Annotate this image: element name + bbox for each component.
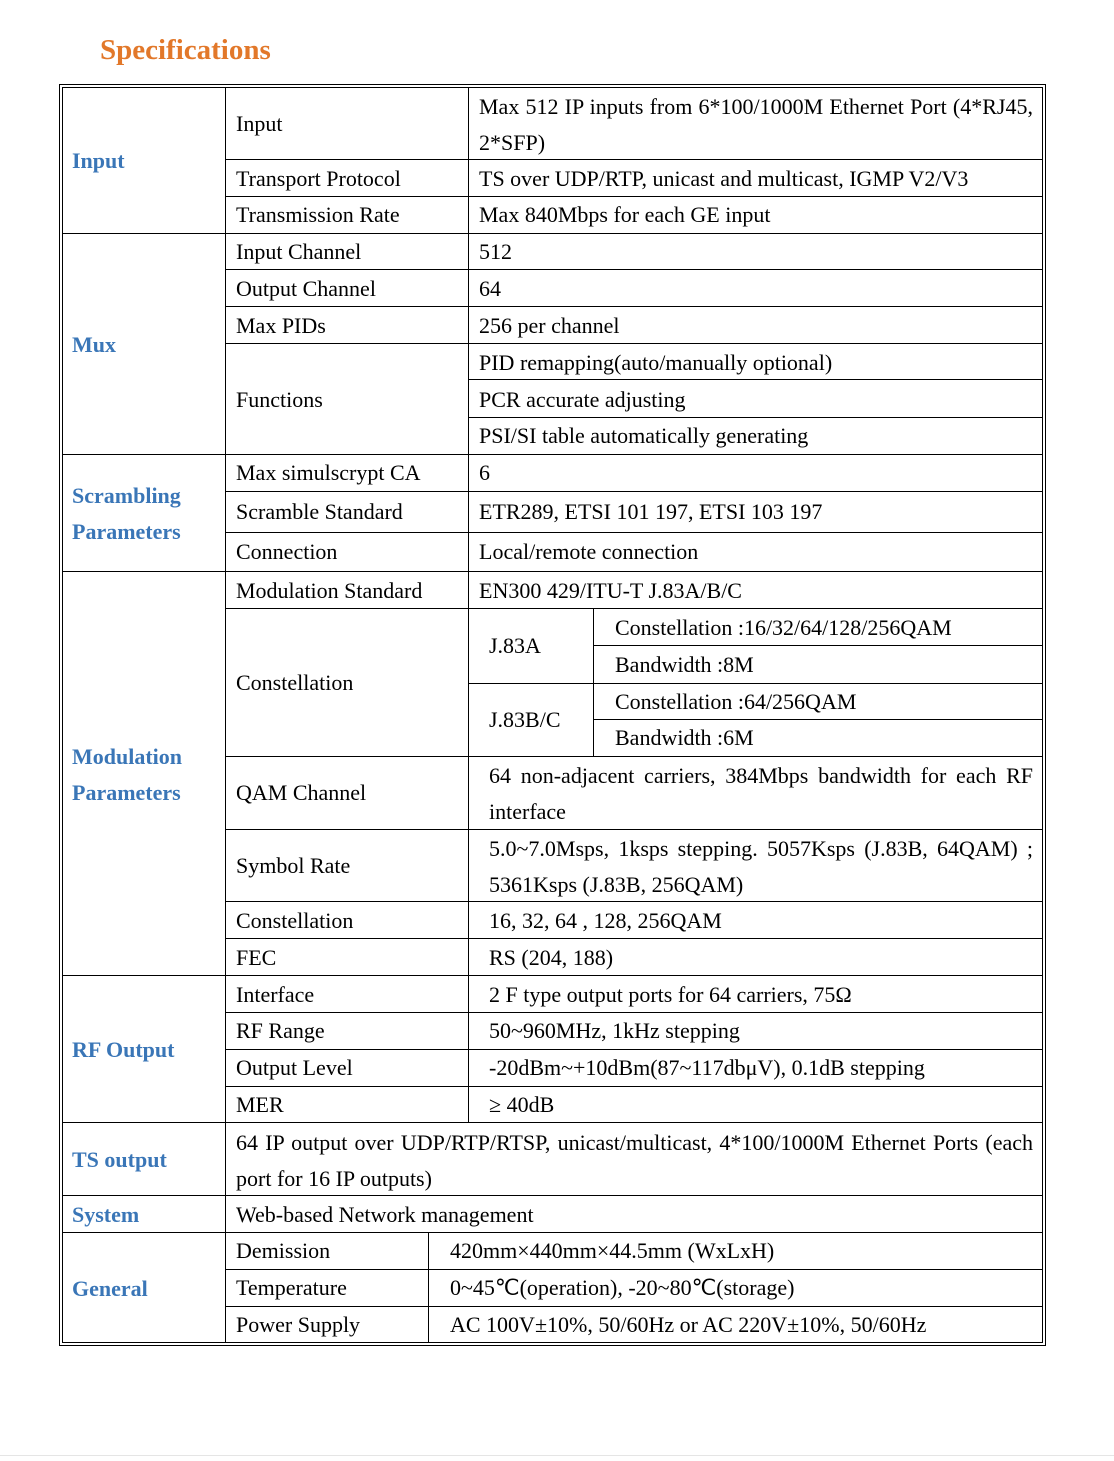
spec-label-demission: Demission xyxy=(236,1238,331,1263)
row-divider-j83bc-sub xyxy=(594,719,1043,720)
row-divider xyxy=(226,491,1043,492)
group-divider-system-general xyxy=(62,1232,1043,1233)
spec-value-mer: ≥ 40dB xyxy=(489,1092,555,1117)
row-divider xyxy=(226,938,1043,939)
spec-value-rf-range: 50~960MHz, 1kHz stepping xyxy=(489,1018,740,1043)
spec-value-max-pids: 256 per channel xyxy=(479,313,620,338)
spec-label-constellation: Constellation xyxy=(236,908,354,933)
spec-value-power-supply: AC 100V±10%, 50/60Hz or AC 220V±10%, 50/60Hz xyxy=(450,1312,927,1337)
spec-label-fec: FEC xyxy=(236,945,277,970)
spec-label-rf-range: RF Range xyxy=(236,1018,325,1043)
row-divider xyxy=(226,1269,1043,1270)
row-divider xyxy=(226,306,1043,307)
spec-label-max-simulscrypt: Max simulscrypt CA xyxy=(236,460,421,485)
col-divider-value xyxy=(468,87,469,1123)
spec-value-max-simulscrypt: 6 xyxy=(479,460,490,485)
group-divider-input-mux xyxy=(62,233,1043,234)
category-ts-output: TS output xyxy=(72,1147,167,1172)
spec-label-symbol-rate: Symbol Rate xyxy=(236,853,351,878)
spec-value-j83bc-constellation: Constellation :64/256QAM xyxy=(615,689,857,714)
row-divider-functions-sub xyxy=(469,379,1043,380)
group-divider-mux-scrambling xyxy=(62,454,1043,455)
spec-label-modulation-standard: Modulation Standard xyxy=(236,578,423,603)
category-scrambling-line1: Scrambling xyxy=(72,483,181,508)
row-divider-functions-sub xyxy=(469,417,1043,418)
spec-value-output-level: -20dBm~+10dBm(87~117dbμV), 0.1dB stepping xyxy=(489,1055,925,1080)
page-bottom-divider xyxy=(0,1455,1114,1456)
spec-value-connection: Local/remote connection xyxy=(479,539,699,564)
spec-value-transmission-rate: Max 840Mbps for each GE input xyxy=(479,202,771,227)
category-modulation-line2: Parameters xyxy=(72,780,181,805)
spec-label-qam-channel: QAM Channel xyxy=(236,780,367,805)
group-divider-modulation-rf xyxy=(62,975,1043,976)
spec-label-scramble-standard: Scramble Standard xyxy=(236,499,403,524)
category-input: Input xyxy=(72,148,125,173)
group-divider-scrambling-modulation xyxy=(62,571,1043,572)
spec-label-interface: Interface xyxy=(236,982,315,1007)
row-divider xyxy=(226,532,1043,533)
spec-label-max-pids: Max PIDs xyxy=(236,313,326,338)
row-divider xyxy=(226,1012,1043,1013)
col-divider-general-value xyxy=(428,1233,429,1343)
category-mux: Mux xyxy=(72,332,116,357)
spec-label-connection: Connection xyxy=(236,539,338,564)
spec-label-mer: MER xyxy=(236,1092,284,1117)
spec-value-temperature: 0~45℃(operation), -20~80℃(storage) xyxy=(450,1275,795,1300)
spec-label-output-level: Output Level xyxy=(236,1055,353,1080)
spec-value-functions-3: PSI/SI table automatically generating xyxy=(479,423,809,448)
row-divider xyxy=(226,269,1043,270)
col-divider-category xyxy=(225,87,226,1343)
spec-sub-j83bc: J.83B/C xyxy=(489,707,561,732)
spec-sub-j83a: J.83A xyxy=(489,633,541,658)
spec-value-demission: 420mm×440mm×44.5mm (WxLxH) xyxy=(450,1238,775,1263)
spec-label-input-channel: Input Channel xyxy=(236,239,362,264)
category-modulation-line1: Modulation xyxy=(72,744,183,769)
spec-value-constellation: 16, 32, 64 , 128, 256QAM xyxy=(489,908,722,933)
spec-value-functions-2: PCR accurate adjusting xyxy=(479,387,686,412)
spec-value-j83a-constellation: Constellation :16/32/64/128/256QAM xyxy=(615,615,952,640)
spec-value-interface: 2 F type output ports for 64 carriers, 75Ω xyxy=(489,982,852,1007)
row-divider-constellation-mid xyxy=(469,683,1043,684)
spec-label-output-channel: Output Channel xyxy=(236,276,376,301)
spec-label-transport-protocol: Transport Protocol xyxy=(236,166,401,191)
spec-value-symbol-rate: 5.0~7.0Msps, 1ksps stepping. 5057Ksps (J.83B, 64QAM) ; 5361Ksps (J.83B, 256QAM) xyxy=(489,836,1033,897)
category-rf-output: RF Output xyxy=(72,1037,175,1062)
spec-label-temperature: Temperature xyxy=(236,1275,347,1300)
spec-label-transmission-rate: Transmission Rate xyxy=(236,202,400,227)
spec-label-power-supply: Power Supply xyxy=(236,1312,361,1337)
spec-value-fec: RS (204, 188) xyxy=(489,945,614,970)
spec-value-functions-1: PID remapping(auto/manually optional) xyxy=(479,350,833,375)
spec-value-transport-protocol: TS over UDP/RTP, unicast and multicast, IGMP V2/V3 xyxy=(479,166,969,191)
category-scrambling-line2: Parameters xyxy=(72,519,181,544)
spec-label-input: Input xyxy=(236,111,283,136)
spec-value-modulation-standard: EN300 429/ITU-T J.83A/B/C xyxy=(479,578,742,603)
spec-value-input-channel: 512 xyxy=(479,239,512,264)
group-divider-rf-ts xyxy=(62,1122,1043,1123)
category-general: General xyxy=(72,1276,148,1301)
page-title: Specifications xyxy=(100,34,271,66)
row-divider xyxy=(226,196,1043,197)
spec-value-system: Web-based Network management xyxy=(236,1202,534,1227)
spec-value-output-channel: 64 xyxy=(479,276,501,301)
row-divider-j83a-sub xyxy=(594,645,1043,646)
row-divider xyxy=(226,608,1043,609)
spec-value-j83bc-bandwidth: Bandwidth :6M xyxy=(615,725,754,750)
category-system: System xyxy=(72,1202,140,1227)
row-divider xyxy=(226,343,1043,344)
spec-value-input: Max 512 IP inputs from 6*100/1000M Ethernet Port (4*RJ45, 2*SFP) xyxy=(479,94,1033,155)
spec-value-ts-output: 64 IP output over UDP/RTP/RTSP, unicast/multicast, 4*100/1000M Ethernet Ports (each port for 16 IP outputs) xyxy=(236,1130,1033,1191)
spec-value-qam-channel: 64 non-adjacent carriers, 384Mbps bandwidth for each RF interface xyxy=(489,763,1033,824)
spec-value-scramble-standard: ETR289, ETSI 101 197, ETSI 103 197 xyxy=(479,499,823,524)
spec-value-j83a-bandwidth: Bandwidth :8M xyxy=(615,652,754,677)
row-divider xyxy=(226,756,1043,757)
spec-label-functions: Functions xyxy=(236,387,323,412)
spec-label-constellation-group: Constellation xyxy=(236,670,354,695)
row-divider xyxy=(226,1086,1043,1087)
row-divider xyxy=(226,1049,1043,1050)
row-divider xyxy=(226,1306,1043,1307)
